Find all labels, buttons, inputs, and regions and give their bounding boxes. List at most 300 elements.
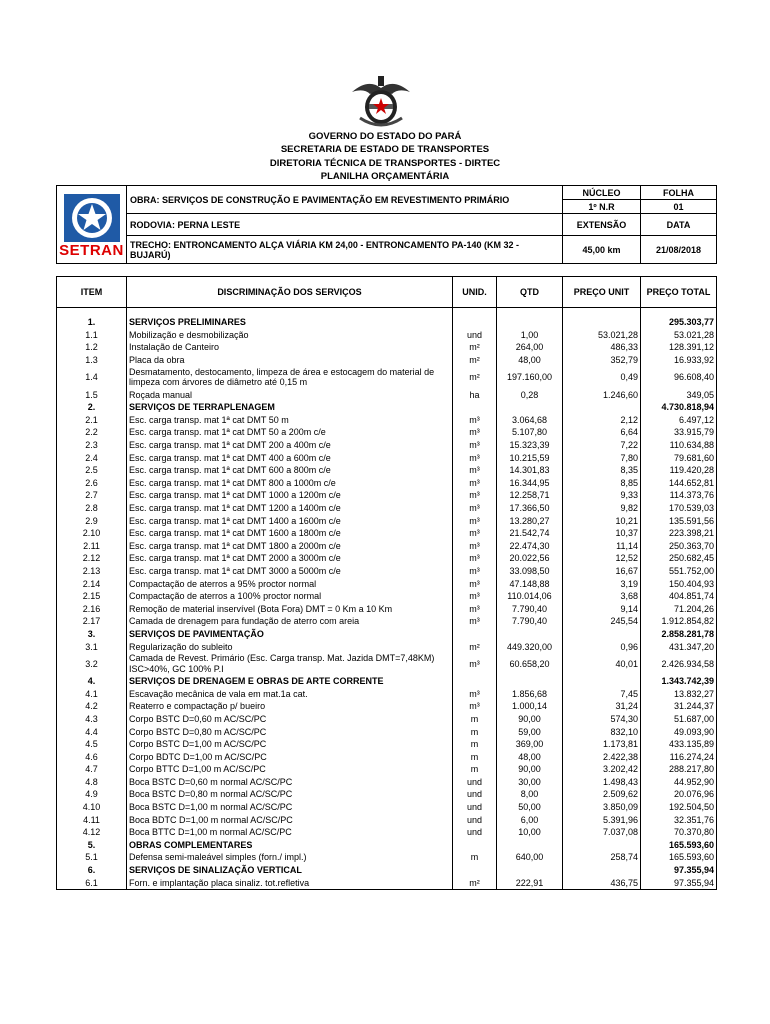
table-row [57,615,717,628]
cell-desc: Corpo BSTC D=1,00 m AC/SC/PC [127,738,453,751]
cell-desc: Roçada manual [127,388,453,401]
cell-item: 2.14 [57,577,127,590]
cell-unid: und [453,813,497,826]
cell-qtd: 449.320,00 [497,640,563,653]
obra-field: OBRA: SERVIÇOS DE CONSTRUÇÃO E PAVIMENTAÇÃO EM REVESTIMENTO PRIMÁRIO [127,186,563,214]
cell-pt: 97.355,94 [641,864,717,877]
cell-desc: Remoção de material inservível (Bota Fora) DMT = 0 Km a 10 Km [127,602,453,615]
cell-pu [563,675,641,688]
cell-item: 6. [57,864,127,877]
cell-qtd: 20.022,56 [497,552,563,565]
cell-qtd: 33.098,50 [497,565,563,578]
cell-pt: 79.681,60 [641,451,717,464]
section-row [57,628,717,641]
cell-pt: 192.504,50 [641,801,717,814]
cell-item: 1.1 [57,329,127,342]
cell-item: 4.4 [57,725,127,738]
cell-item: 4.9 [57,788,127,801]
cell-qtd [497,401,563,414]
cell-unid: m² [453,341,497,354]
cell-pt: 128.391,12 [641,341,717,354]
cell-desc: Boca BSTC D=1,00 m normal AC/SC/PC [127,801,453,814]
cell-desc: Corpo BDTC D=1,00 m AC/SC/PC [127,750,453,763]
cell-unid: m³ [453,502,497,515]
col-qtd: QTD [497,277,563,308]
cell-qtd: 90,00 [497,763,563,776]
star-icon [64,194,120,242]
trecho-field: TRECHO: ENTRONCAMENTO ALÇA VIÁRIA KM 24,00 - ENTRONCAMENTO PA-140 (KM 32 - BUJARÚ) [127,236,563,264]
cell-item: 3. [57,628,127,641]
cell-desc: Esc. carga transp. mat 1ª cat DMT 50 m [127,414,453,427]
cell-unid: m [453,738,497,751]
table-row [57,602,717,615]
cell-unid: m³ [453,687,497,700]
cell-qtd: 7.790,40 [497,602,563,615]
cell-pu [563,839,641,852]
cell-pu: 1.246,60 [563,388,641,401]
cell-desc: OBRAS COMPLEMENTARES [127,839,453,852]
cell-qtd: 90,00 [497,713,563,726]
cell-pt: 223.398,21 [641,527,717,540]
table-row [57,388,717,401]
cell-desc: Esc. carga transp. mat 1ª cat DMT 1800 a 2000m c/e [127,540,453,553]
cell-pu: 3,68 [563,590,641,603]
cell-pu: 436,75 [563,876,641,889]
cell-pu: 53.021,28 [563,329,641,342]
cell-desc: Mobilização e desmobilização [127,329,453,342]
table-row [57,577,717,590]
cell-pu: 352,79 [563,354,641,367]
cell-unid: m³ [453,565,497,578]
cell-unid: und [453,826,497,839]
table-row [57,341,717,354]
cell-pu: 7.037,08 [563,826,641,839]
cell-unid: ha [453,388,497,401]
cell-desc: Esc. carga transp. mat 1ª cat DMT 200 a 400m c/e [127,439,453,452]
extensao-label: EXTENSÃO [563,214,641,236]
cell-unid: m³ [453,414,497,427]
cell-pu: 1.173,81 [563,738,641,751]
cell-item: 2.15 [57,590,127,603]
cell-desc: Esc. carga transp. mat 1ª cat DMT 1400 a 1600m c/e [127,514,453,527]
section-row [57,839,717,852]
cell-unid: m³ [453,439,497,452]
cell-unid: und [453,801,497,814]
cell-pt: 1.343.742,39 [641,675,717,688]
table-row [57,590,717,603]
cell-unid [453,628,497,641]
cell-desc: Camada de Revest. Primário (Esc. Carga transp. Mat. Jazida DMT=7,48KM) ISC>40%, GC 100% P.I [127,653,453,675]
cell-pt: 250.682,45 [641,552,717,565]
cell-item: 1. [57,316,127,329]
cell-unid: m³ [453,426,497,439]
table-row [57,851,717,864]
cell-pt: 349,05 [641,388,717,401]
cell-qtd [497,628,563,641]
cell-qtd: 3.064,68 [497,414,563,427]
folha-value: 01 [641,200,717,214]
cell-pu: 0,96 [563,640,641,653]
cell-pu: 2.422,38 [563,750,641,763]
cell-pu: 7,22 [563,439,641,452]
cell-unid [453,401,497,414]
section-row [57,675,717,688]
cell-pt: 13.832,27 [641,687,717,700]
cell-desc: SERVIÇOS DE SINALIZAÇÃO VERTICAL [127,864,453,877]
cell-desc: Esc. carga transp. mat 1ª cat DMT 1600 a 1800m c/e [127,527,453,540]
cell-qtd: 1.856,68 [497,687,563,700]
cell-pt: 32.351,76 [641,813,717,826]
cell-unid: m² [453,640,497,653]
cell-unid: m³ [453,577,497,590]
nucleo-label: NÚCLEO [563,186,641,200]
cell-pu: 31,24 [563,700,641,713]
cell-desc: Compactação de aterros a 100% proctor normal [127,590,453,603]
cell-pt: 144.652,81 [641,477,717,490]
table-row [57,813,717,826]
cell-pu: 12,52 [563,552,641,565]
cell-pt: 49.093,90 [641,725,717,738]
cell-item: 1.2 [57,341,127,354]
project-info-table [56,185,717,264]
table-row [57,826,717,839]
cell-item: 4.8 [57,776,127,789]
table-row [57,426,717,439]
cell-item: 3.2 [57,653,127,675]
cell-item: 2.4 [57,451,127,464]
table-row [57,451,717,464]
cell-item: 1.4 [57,366,127,388]
cell-pu [563,864,641,877]
col-item: ITEM [57,277,127,308]
cell-desc: Esc. carga transp. mat 1ª cat DMT 1000 a 1200m c/e [127,489,453,502]
cell-pt: 170.539,03 [641,502,717,515]
cell-qtd: 10.215,59 [497,451,563,464]
cell-pt: 1.912.854,82 [641,615,717,628]
cell-desc: Desmatamento, destocamento, limpeza de área e estocagem do material de limpeza com árvores de diâmetro até 0,15 m [127,366,453,388]
cell-qtd: 197.160,00 [497,366,563,388]
cell-item: 2.12 [57,552,127,565]
section-row [57,401,717,414]
cell-pu [563,401,641,414]
cell-pu: 9,33 [563,489,641,502]
cell-unid: m [453,725,497,738]
cell-qtd: 369,00 [497,738,563,751]
cell-qtd: 1.000,14 [497,700,563,713]
cell-desc: SERVIÇOS PRELIMINARES [127,316,453,329]
cell-pu: 258,74 [563,851,641,864]
cell-pt: 44.952,90 [641,776,717,789]
cell-pt: 551.752,00 [641,565,717,578]
cell-pt: 31.244,37 [641,700,717,713]
cell-pt: 150.404,93 [641,577,717,590]
cell-pu: 10,21 [563,514,641,527]
cell-unid: m³ [453,540,497,553]
cell-unid: m² [453,354,497,367]
table-row [57,527,717,540]
cell-qtd: 50,00 [497,801,563,814]
table-row [57,514,717,527]
cell-item: 2.11 [57,540,127,553]
cell-unid: m³ [453,602,497,615]
spacer-row [57,308,717,317]
budget-table [56,276,717,890]
table-row [57,540,717,553]
cell-qtd: 59,00 [497,725,563,738]
table-row [57,640,717,653]
cell-pt: 70.370,80 [641,826,717,839]
table-row [57,552,717,565]
cell-desc: Boca BSTC D=0,60 m normal AC/SC/PC [127,776,453,789]
cell-item: 2.6 [57,477,127,490]
cell-item: 4.12 [57,826,127,839]
table-row [57,700,717,713]
cell-item: 2.17 [57,615,127,628]
cell-pu: 2.509,62 [563,788,641,801]
cell-pt: 96.608,40 [641,366,717,388]
cell-pt: 2.858.281,78 [641,628,717,641]
cell-item: 4.3 [57,713,127,726]
table-row [57,763,717,776]
cell-qtd: 6,00 [497,813,563,826]
cell-qtd [497,864,563,877]
cell-desc: Regularização do subleito [127,640,453,653]
cell-pt: 295.303,77 [641,316,717,329]
table-row [57,876,717,889]
cell-unid: m³ [453,477,497,490]
table-row [57,502,717,515]
cell-qtd: 12.258,71 [497,489,563,502]
rodovia-field: RODOVIA: PERNA LESTE [127,214,563,236]
data-label: DATA [641,214,717,236]
cell-pu: 7,80 [563,451,641,464]
cell-desc: Esc. carga transp. mat 1ª cat DMT 400 a 600m c/e [127,451,453,464]
cell-desc: Corpo BSTC D=0,80 m AC/SC/PC [127,725,453,738]
cell-unid: m³ [453,527,497,540]
cell-pu: 832,10 [563,725,641,738]
cell-qtd: 30,00 [497,776,563,789]
setran-logo-text: SETRAN [59,242,124,259]
cell-unid: m³ [453,700,497,713]
cell-pu: 486,33 [563,341,641,354]
table-row [57,687,717,700]
cell-pu: 8,85 [563,477,641,490]
table-row [57,329,717,342]
cell-item: 2.8 [57,502,127,515]
cell-desc: Esc. carga transp. mat 1ª cat DMT 2000 a 3000m c/e [127,552,453,565]
table-row [57,738,717,751]
cell-pu: 245,54 [563,615,641,628]
cell-qtd: 0,28 [497,388,563,401]
cell-item: 2.1 [57,414,127,427]
cell-desc: SERVIÇOS DE DRENAGEM E OBRAS DE ARTE CORRENTE [127,675,453,688]
cell-pt: 16.933,92 [641,354,717,367]
cell-pu: 10,37 [563,527,641,540]
heading-line: PLANILHA ORÇAMENTÁRIA [320,170,450,182]
cell-qtd: 1,00 [497,329,563,342]
cell-pt: 288.217,80 [641,763,717,776]
cell-unid: und [453,329,497,342]
cell-pu: 3.850,09 [563,801,641,814]
cell-item: 4.10 [57,801,127,814]
cell-qtd: 47.148,88 [497,577,563,590]
cell-item: 6.1 [57,876,127,889]
data-value: 21/08/2018 [641,236,717,264]
cell-qtd [497,839,563,852]
cell-qtd: 14.301,83 [497,464,563,477]
col-pu: PREÇO UNIT [563,277,641,308]
table-row [57,439,717,452]
cell-desc: Escavação mecânica de vala em mat.1a cat. [127,687,453,700]
cell-unid: m³ [453,514,497,527]
cell-unid: m³ [453,464,497,477]
cell-item: 4.11 [57,813,127,826]
cell-item: 5.1 [57,851,127,864]
cell-unid: m² [453,366,497,388]
cell-pt: 2.426.934,58 [641,653,717,675]
cell-pt: 20.076,96 [641,788,717,801]
cell-pt: 110.634,88 [641,439,717,452]
cell-qtd: 48,00 [497,750,563,763]
cell-item: 4.2 [57,700,127,713]
table-row [57,354,717,367]
nucleo-value: 1º N.R [563,200,641,214]
cell-desc: Corpo BTTC D=1,00 m AC/SC/PC [127,763,453,776]
cell-pu [563,628,641,641]
table-row [57,464,717,477]
cell-qtd: 16.344,95 [497,477,563,490]
cell-desc: Corpo BSTC D=0,60 m AC/SC/PC [127,713,453,726]
table-row [57,788,717,801]
cell-pt: 116.274,24 [641,750,717,763]
cell-pt: 165.593,60 [641,851,717,864]
cell-desc: Camada de drenagem para fundação de aterro com areia [127,615,453,628]
section-row [57,316,717,329]
cell-pu: 7,45 [563,687,641,700]
cell-pu: 1.498,43 [563,776,641,789]
cell-desc: Reaterro e compactação p/ bueiro [127,700,453,713]
cell-unid: m³ [453,451,497,464]
cell-item: 2. [57,401,127,414]
table-row [57,414,717,427]
cell-item: 2.16 [57,602,127,615]
table-row [57,801,717,814]
cell-unid: und [453,788,497,801]
cell-desc: Instalação de Canteiro [127,341,453,354]
cell-pu: 2,12 [563,414,641,427]
state-crest-icon [348,74,414,130]
col-unid: UNID. [453,277,497,308]
cell-item: 2.9 [57,514,127,527]
cell-desc: Esc. carga transp. mat 1ª cat DMT 3000 a 5000m c/e [127,565,453,578]
section-row [57,864,717,877]
heading-line: GOVERNO DO ESTADO DO PARÁ [308,131,462,142]
cell-unid: m [453,763,497,776]
cell-item: 1.3 [57,354,127,367]
cell-pt: 33.915,79 [641,426,717,439]
cell-unid: m [453,851,497,864]
cell-item: 3.1 [57,640,127,653]
cell-qtd: 13.280,27 [497,514,563,527]
cell-pu [563,316,641,329]
cell-pu: 8,35 [563,464,641,477]
folha-label: FOLHA [641,186,717,200]
cell-pt: 6.497,12 [641,414,717,427]
cell-item: 1.5 [57,388,127,401]
cell-item: 2.2 [57,426,127,439]
cell-qtd: 60.658,20 [497,653,563,675]
cell-item: 2.5 [57,464,127,477]
cell-unid: m³ [453,590,497,603]
cell-item: 4. [57,675,127,688]
cell-pt: 4.730.818,94 [641,401,717,414]
cell-desc: Boca BTTC D=1,00 m normal AC/SC/PC [127,826,453,839]
cell-desc: Forn. e implantação placa sinaliz. tot.refletiva [127,876,453,889]
cell-pu: 6,64 [563,426,641,439]
cell-item: 4.5 [57,738,127,751]
cell-desc: Compactação de aterros a 95% proctor normal [127,577,453,590]
cell-pu: 3.202,42 [563,763,641,776]
table-row [57,725,717,738]
cell-pt: 433.135,89 [641,738,717,751]
cell-pu: 5.391,96 [563,813,641,826]
document-heading [0,130,770,183]
cell-pt: 250.363,70 [641,540,717,553]
cell-qtd: 7.790,40 [497,615,563,628]
cell-unid: m³ [453,552,497,565]
cell-qtd: 222,91 [497,876,563,889]
cell-unid [453,316,497,329]
cell-unid [453,675,497,688]
cell-unid [453,864,497,877]
cell-qtd: 8,00 [497,788,563,801]
col-pt: PREÇO TOTAL [641,277,717,308]
heading-line: SECRETARIA DE ESTADO DE TRANSPORTES [280,144,490,156]
cell-pt: 114.373,76 [641,489,717,502]
cell-desc: Esc. carga transp. mat 1ª cat DMT 800 a 1000m c/e [127,477,453,490]
cell-pt: 97.355,94 [641,876,717,889]
heading-line: DIRETORIA TÉCNICA DE TRANSPORTES - DIRTEC [269,157,501,169]
cell-pt: 71.204,26 [641,602,717,615]
cell-pu: 16,67 [563,565,641,578]
table-row [57,477,717,490]
cell-unid: m [453,713,497,726]
cell-item: 4.6 [57,750,127,763]
cell-item: 4.1 [57,687,127,700]
cell-item: 2.10 [57,527,127,540]
cell-qtd: 17.366,50 [497,502,563,515]
cell-unid: m² [453,876,497,889]
cell-qtd: 264,00 [497,341,563,354]
cell-pt: 135.591,56 [641,514,717,527]
cell-qtd: 15.323,39 [497,439,563,452]
table-row [57,653,717,675]
cell-item: 5. [57,839,127,852]
cell-unid [453,839,497,852]
setran-logo [57,186,127,264]
cell-qtd: 10,00 [497,826,563,839]
table-row [57,489,717,502]
cell-pt: 119.420,28 [641,464,717,477]
cell-pt: 53.021,28 [641,329,717,342]
cell-qtd: 5.107,80 [497,426,563,439]
cell-pu: 9,14 [563,602,641,615]
cell-item: 4.7 [57,763,127,776]
cell-pt: 404.851,74 [641,590,717,603]
cell-qtd: 640,00 [497,851,563,864]
cell-qtd: 21.542,74 [497,527,563,540]
table-row [57,565,717,578]
